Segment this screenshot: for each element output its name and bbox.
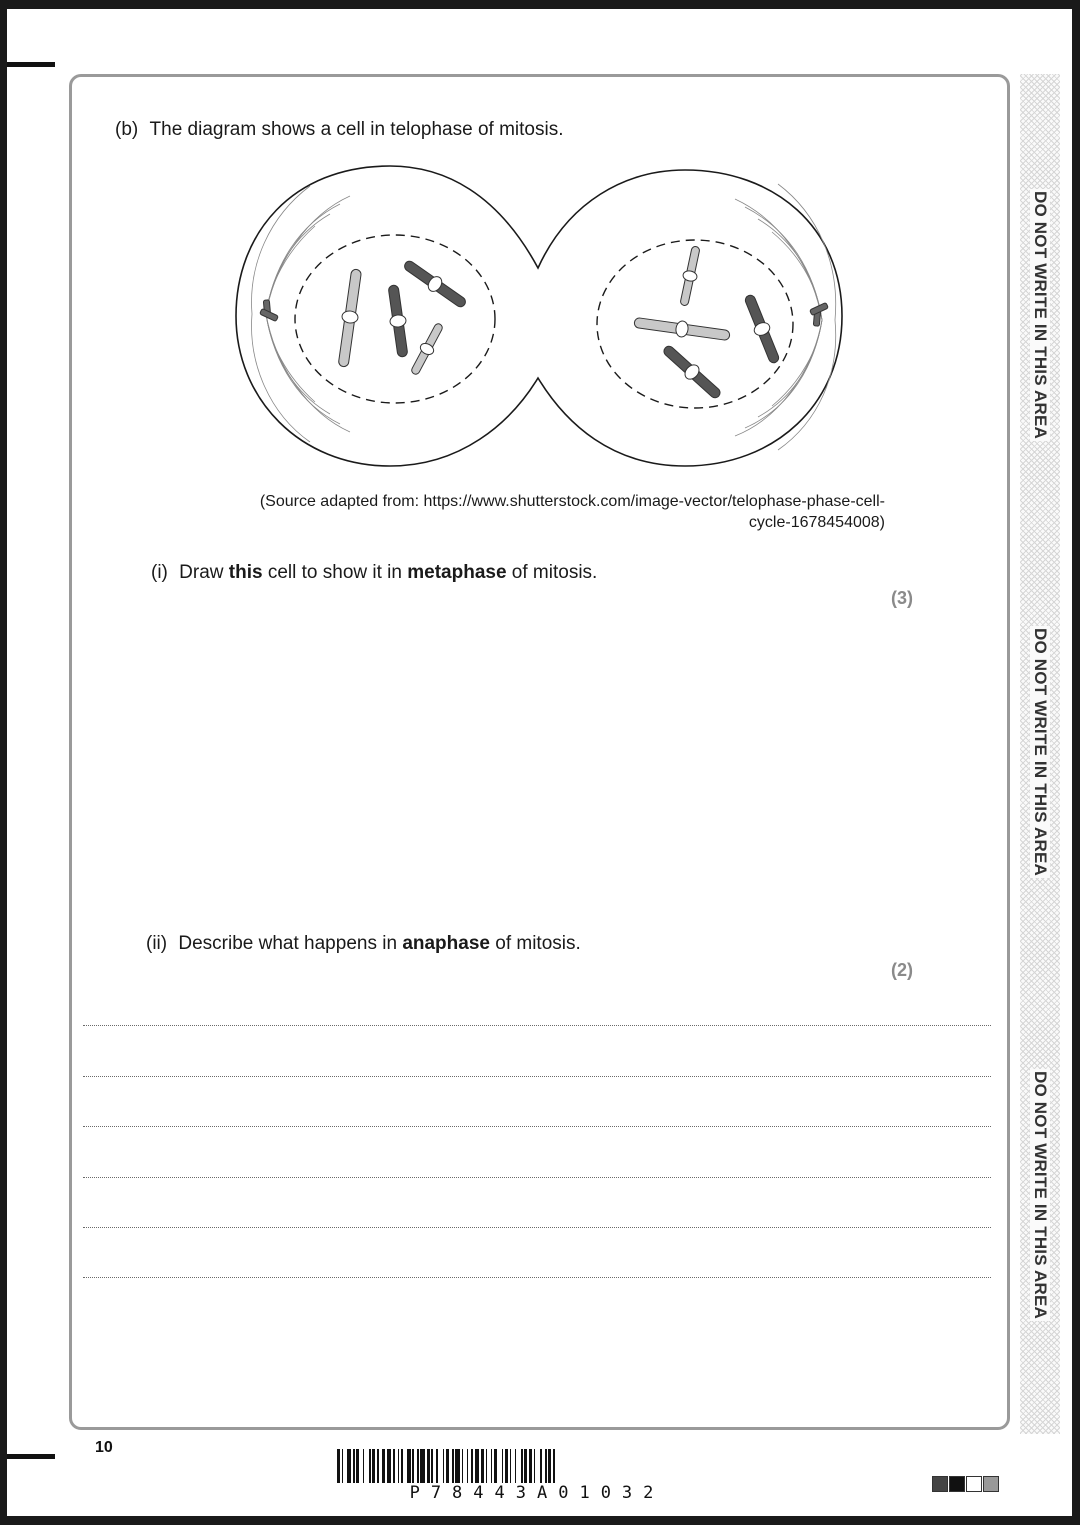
barcode-bar (521, 1449, 523, 1483)
barcode-bar (369, 1449, 371, 1483)
barcode-bar (548, 1449, 551, 1483)
source-line-2: cycle-1678454008) (748, 514, 885, 531)
barcode-bar (455, 1449, 460, 1483)
barcode-bar (377, 1449, 379, 1483)
barcode-bar (436, 1449, 438, 1483)
edge-registration-mark-top (7, 62, 55, 67)
answer-line[interactable] (83, 1277, 991, 1278)
barcode-bar (420, 1449, 425, 1483)
barcode-bar (475, 1449, 480, 1483)
question-i-marks: (3) (891, 588, 913, 608)
question-i-post: of mitosis. (506, 562, 598, 583)
barcode-bar (553, 1449, 555, 1483)
margin-warning-3: DO NOT WRITE IN THIS AREA (1031, 1070, 1050, 1320)
answer-line[interactable] (83, 1076, 991, 1077)
barcode-bar (412, 1449, 414, 1483)
edge-registration-mark-bottom (7, 1454, 55, 1459)
barcode-bar (363, 1449, 365, 1483)
barcode-bar (452, 1449, 454, 1483)
barcode-bar (401, 1449, 403, 1483)
barcode-bar (467, 1449, 469, 1483)
drawing-answer-area[interactable] (83, 619, 991, 919)
question-ii-label: (ii) (146, 933, 168, 954)
source-line-1: (Source adapted from: https://www.shutterstock.com/image-vector/telophase-phase-cell- (259, 493, 885, 510)
barcode-bar (382, 1449, 385, 1483)
barcode-bar (494, 1449, 497, 1483)
barcode-bar (505, 1449, 508, 1483)
margin-warning-2: DO NOT WRITE IN THIS AREA (1031, 627, 1050, 877)
barcode-bar (481, 1449, 484, 1483)
barcode-bar (446, 1449, 449, 1483)
barcode-bars (337, 1449, 737, 1483)
exam-page (7, 9, 1072, 1516)
barcode-bar (502, 1449, 504, 1483)
barcode-bar (443, 1449, 445, 1483)
barcode (327, 1449, 747, 1509)
question-ii-marks: (2) (891, 960, 913, 980)
barcode-bar (393, 1449, 395, 1483)
page-number: 10 (95, 1439, 113, 1456)
barcode-text: P78443A01032 (409, 1483, 665, 1503)
telophase-cell-diagram (230, 164, 850, 470)
barcode-bar (462, 1449, 464, 1483)
barcode-bar (353, 1449, 355, 1483)
question-b-stem: The diagram shows a cell in telophase of mitosis. (149, 119, 564, 140)
diagram-source-citation (207, 491, 885, 533)
answer-line[interactable] (83, 1126, 991, 1127)
indicator-square (966, 1476, 982, 1492)
barcode-bar (398, 1449, 400, 1483)
barcode-bar (356, 1449, 359, 1483)
question-b-text (115, 119, 564, 141)
answer-line[interactable] (83, 1177, 991, 1178)
question-i-pre: Draw (179, 562, 229, 583)
question-i-bold-metaphase: metaphase (407, 562, 507, 583)
barcode-bar (540, 1449, 542, 1483)
barcode-bar (545, 1449, 547, 1483)
question-i-mid: cell to show it in (262, 562, 408, 583)
barcode-bar (510, 1449, 512, 1483)
barcode-bar (417, 1449, 419, 1483)
barcode-bar (387, 1449, 392, 1483)
question-i-bold-this: this (228, 562, 263, 583)
answer-line[interactable] (83, 1025, 991, 1026)
indicator-square (949, 1476, 965, 1492)
question-i-label: (i) (151, 562, 168, 583)
barcode-bar (431, 1449, 433, 1483)
barcode-bar (515, 1449, 517, 1483)
barcode-bar (342, 1449, 344, 1483)
question-i-text (151, 562, 597, 584)
indicator-square (983, 1476, 999, 1492)
page-indicator-squares (932, 1476, 1000, 1492)
question-b-label: (b) (115, 119, 139, 140)
barcode-bar (372, 1449, 375, 1483)
margin-warning-1: DO NOT WRITE IN THIS AREA (1031, 190, 1050, 440)
barcode-bar (529, 1449, 532, 1483)
barcode-bar (524, 1449, 527, 1483)
barcode-bar (486, 1449, 488, 1483)
answer-line[interactable] (83, 1227, 991, 1228)
question-ii-text (146, 933, 581, 955)
barcode-bar (347, 1449, 352, 1483)
barcode-bar (427, 1449, 430, 1483)
question-ii-post: of mitosis. (489, 933, 581, 954)
barcode-bar (337, 1449, 340, 1483)
question-ii-bold-anaphase: anaphase (402, 933, 490, 954)
barcode-bar (407, 1449, 410, 1483)
barcode-bar (471, 1449, 473, 1483)
question-ii-pre: Describe what happens in (178, 933, 403, 954)
indicator-square (932, 1476, 948, 1492)
barcode-bar (534, 1449, 536, 1483)
barcode-bar (491, 1449, 493, 1483)
